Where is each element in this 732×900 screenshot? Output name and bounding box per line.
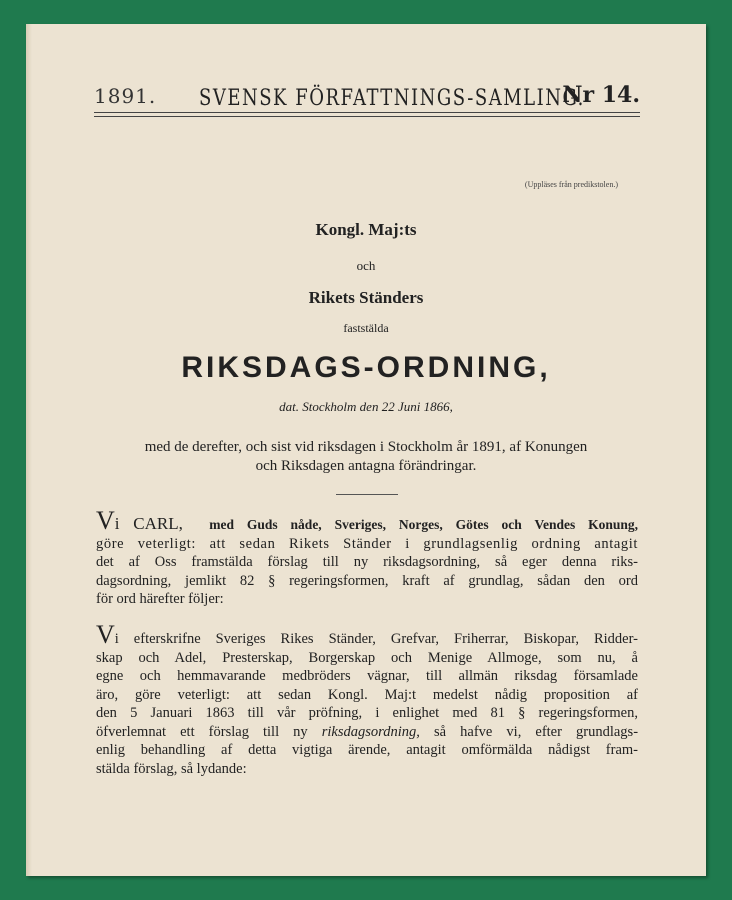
p2-line-0: i efterskrifne Sveriges Rikes Ständer, Grefvar, Friherrar, Biskopar, Ridder- [114,631,638,647]
p1-line-2: det af Oss framstälda förslag till ny riksdagsordning, så eger denna riks- [96,554,638,570]
header-year: 1891. [94,84,157,108]
title-amendments [96,438,636,476]
main-title: RIKSDAGS-ORDNING, [181,351,551,384]
section-divider [336,494,398,495]
royal-title: med Guds nåde, Sveriges, Norges, Götes och Vendes Konung, [209,517,639,532]
amend-line-2: och Riksdagen antagna förändringar. [255,458,477,474]
reading-note: (Uppläses från predikstolen.) [524,180,618,189]
header-rule-bottom [94,116,640,117]
header-number: Nr 14. [562,82,640,108]
p2-line-4: den 5 Januari 1863 till vår pröfning, i enlighet med 81 § regeringsformen, [96,705,638,721]
title-rikets: Rikets Ständers [308,288,424,307]
p2-italic: riksdagsordning, [321,723,420,740]
drop-cap-1: V [96,506,115,535]
p1-line-1: göre veterligt: att sedan Rikets Ständer i grundlagsenlig ordning antagit [96,535,638,552]
p2-line-5a: öfverlemnat ett förslag till ny [96,723,308,740]
p2-line-2: egne och hemmavarande medbröders vägnar, till allmän riksdag församlade [96,668,638,684]
title-date: dat. Stockholm den 22 Juni 1866, [279,399,453,414]
header-title: SVENSK FÖRFATTNINGS-SAMLING. [199,85,585,112]
p2-line-1: skap och Adel, Presterskap, Borgerskap och Menige Allmoge, som nu, å [96,649,638,666]
paragraph-1 [96,506,639,609]
title-faststalda: faststälda [343,321,389,335]
drop-cap-2: V [96,620,115,649]
p2-line-3: äro, göre veterligt: att sedan Kongl. Maj:t medelst nådig proposition af [96,686,638,703]
amend-line-1: med de derefter, och sist vid riksdagen i Stockholm år 1891, af Konungen [144,439,588,455]
p1-line-3: dagsordning, jemlikt 82 § regeringsformen, kraft af grundlag, sådan den ord [96,572,638,589]
paragraph-2 [96,620,639,778]
p2-line-5b: så hafve vi, efter grundlags- [434,723,639,740]
p2-line-6: enlig behandling af detta vigtiga ärende, antagit omförmälda nådigst fram- [96,742,638,758]
page-header [94,82,640,110]
header-rule-top [94,112,640,113]
document-page [26,24,706,876]
p1-line-4: för ord härefter följer: [96,591,224,607]
title-och: och [356,258,376,273]
vi-carl: i CARL, [114,514,183,533]
title-kongl: Kongl. Maj:ts [315,220,417,239]
p2-line-7: stälda förslag, så lydande: [96,760,247,777]
